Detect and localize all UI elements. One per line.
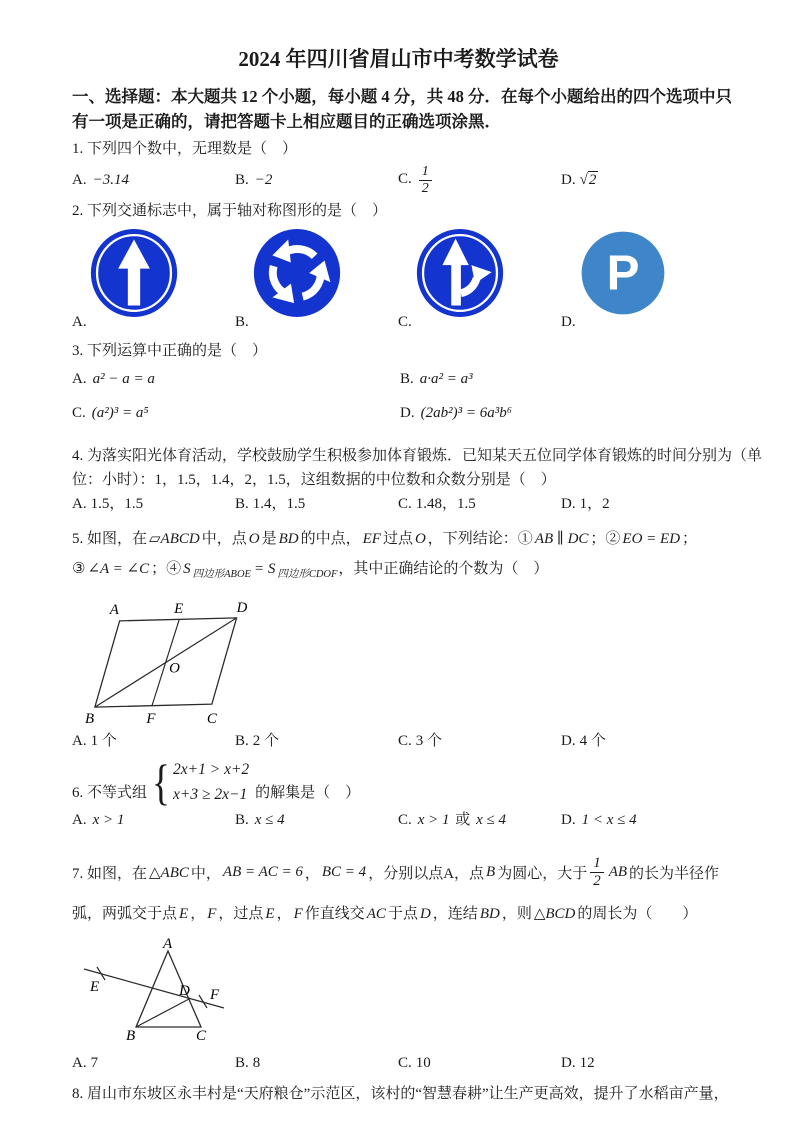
option-value: 7 [90,1055,99,1071]
vertex-label-a: A [109,601,119,618]
q7-option-b [235,1052,398,1074]
option-label: A. [72,1055,87,1071]
parking-sign-icon [579,228,667,318]
option-label: C. [398,1055,412,1071]
q3-option-b [400,368,725,390]
system-rows [171,758,251,807]
option-label: D. [561,1055,576,1071]
q4-stem-line-1: 4. 为落实阳光体育活动，学校鼓励学生积极参加体育锻炼．已知某天五位同学体育锻炼的时间分别为（单 [72,448,763,464]
vertex-label-b: B [126,1028,136,1044]
q2-option-b-label: B. [235,314,249,330]
option-value: 2 个 [252,733,280,749]
option-value: $\frac{1}{2}$ [416,171,435,187]
option-label: D. [561,496,576,512]
option-value: 1 < x ≤ 4 [581,812,637,828]
q7-options [72,1051,725,1075]
q2-sign-labels [72,312,725,332]
q4-option-d [561,493,725,515]
roundabout-sign-icon [253,228,341,318]
q4-option-b [235,493,398,515]
q5-option-a [72,730,235,752]
q2-option-d-label: D. [561,314,576,330]
option-value: x > 1 或 x ≤ 4 [417,812,506,828]
q2-option-a-label: A. [72,314,87,330]
point-label-e: E [174,601,184,617]
inequality-1: 2x+1 > x+2 [173,760,250,778]
q7-option-d [561,1052,725,1074]
q3-option-d [400,402,725,424]
q5-options [72,729,725,753]
q1-option-d [561,169,725,191]
q7-option-c [398,1052,561,1074]
option-label: B. [235,172,249,188]
option-value: x > 1 [92,812,125,828]
vertex-label-a: A [163,937,173,952]
section-intro-line-1: 一、选择题：本大题共 12 个小题，每小题 4 分，共 48 分．在每个小题给出的四个选项中只 [72,87,732,106]
option-value: 12 [579,1055,595,1071]
q5-stem-line-2: ③ ∠A = ∠C ；④ S $_{四边形ABOE}$ = S $_{四边形CDOF}$，其中正确结论的个数为（ ） [72,561,549,580]
option-value: −3.14 [92,172,129,188]
q6-option-a [72,809,235,831]
system-brace: { [152,754,171,810]
option-label: C. [398,171,412,188]
option-label: C. [398,733,412,749]
q4-option-a [72,493,235,515]
q2-option-c-label: C. [398,314,412,330]
straight-or-right-turn-sign-icon [416,228,504,318]
option-value: 1.4，1.5 [252,496,306,512]
section-intro-line-2: 有一项是正确的，请把答题卡上相应题目的正确选项涂黑． [72,112,501,131]
q5-option-d [561,730,725,752]
q5-stem-line-1: 5. 如图，在 ▱ABCD 中，点 O 是 BD 的中点， EF 过点 O ，下列结论：① AB ∥ DC ；② EO = ED ； [72,531,698,547]
option-label: D. [561,733,576,749]
q6-option-b [235,809,398,831]
parking-letter: P [606,245,640,301]
q1-option-a [72,169,235,191]
option-label: D. [400,405,415,421]
option-value: 1.5，1.5 [90,496,144,512]
option-label: D. [561,812,576,828]
option-label: B. [235,812,249,828]
q1-options [72,160,725,200]
q4-stem [72,444,763,492]
option-value: (a²)³ = a⁵ [91,405,149,421]
point-label-f: F [146,710,156,727]
option-label: A. [72,496,87,512]
option-value: 1.48，1.5 [415,496,476,512]
option-label: A. [72,733,87,749]
inequality-2: x+3 ≥ 2x−1 [173,785,248,803]
q4-stem-line-2: 位：小时）：1，1.5，1.4，2，1.5，这组数据的中位数和众数分别是（ ） [72,472,556,488]
q6-inequality-system [149,754,251,810]
section-intro [72,84,732,134]
option-value: x ≤ 4 [254,812,285,828]
vertex-label-c: C [196,1028,207,1044]
q4-option-c [398,493,561,515]
q6-stem [72,754,725,810]
triangle-construction-figure [72,937,317,1047]
q3-option-c [72,402,400,424]
vertex-label-b: B [84,710,95,727]
point-label-d: D [179,983,190,999]
straight-ahead-sign-icon [90,228,178,318]
page-title: 2024 年四川省眉山市中考数学试卷 [238,47,559,71]
option-value: 8 [252,1055,261,1071]
q7-stem-line-2: 弧，两弧交于点 E ， F ，过点 E ， F 作直线交 AC 于点 D ，连结 BD ，则 △BCD 的周长为（ ） [72,906,698,922]
q4-options [72,492,725,516]
option-label: B. [235,733,249,749]
q5-option-c [398,730,561,752]
q6-option-c [398,809,561,831]
vertex-label-c: C [206,710,217,727]
option-label: A. [72,812,87,828]
parallelogram-figure [78,601,306,727]
q6-stem-prefix: 6. 不等式组 [72,785,148,801]
point-label-o: O [169,660,180,677]
q7-option-a [72,1052,235,1074]
q1-stem: 1. 下列四个数中，无理数是（ ） [72,141,298,157]
option-label: A. [72,371,87,387]
option-label: C. [398,496,412,512]
q3-options-row-2 [72,396,725,430]
q3-stem: 3. 下列运算中正确的是（ ） [72,343,268,359]
option-label: B. [400,371,414,387]
q5-stem [72,526,725,591]
q5-option-b [235,730,398,752]
option-value: √2 [579,172,597,188]
q1-option-b [235,169,398,191]
option-label: B. [235,496,249,512]
option-label: A. [72,172,87,188]
q8-stem: 8. 眉山市东坡区永丰村是“天府粮仓”示范区，该村的“智慧春耕”让生产更高效，提升了水稻亩产量， [72,1086,729,1102]
option-value: 1，2 [579,496,610,512]
option-value: 1 个 [90,733,117,749]
q2-traffic-signs [72,228,725,318]
option-value: 4 个 [579,733,606,749]
vertex-label-d: D [236,601,248,616]
option-value: −2 [254,172,273,188]
option-value: a² − a = a [92,371,155,387]
option-label: B. [235,1055,249,1071]
q6-stem-suffix: 的解集是（ ） [255,785,361,801]
option-value: (2ab²)³ = 6a³b⁶ [420,405,512,421]
arc-point-label-f: F [210,987,220,1003]
option-label: C. [72,405,86,421]
q1-option-c [398,164,561,196]
option-label: D. [561,172,576,188]
q7-stem-line-1: 7. 如图，在 △ABC 中， AB = AC = 6 ， BC = 4 ，分别以点A，点 B 为圆心，大于 $\frac{1}{2}$ AB 的长为半径作 [72,855,720,889]
q2-stem: 2. 下列交通标志中，属于轴对称图形的是（ ） [72,203,388,219]
option-label: C. [398,812,412,828]
q3-option-a [72,368,400,390]
option-value: 3 个 [415,733,443,749]
option-value: 10 [415,1055,431,1071]
arc-point-label-e: E [90,979,100,995]
q3-options-row-1 [72,362,725,396]
option-value: a·a² = a³ [419,371,473,387]
q6-option-d [561,809,725,831]
